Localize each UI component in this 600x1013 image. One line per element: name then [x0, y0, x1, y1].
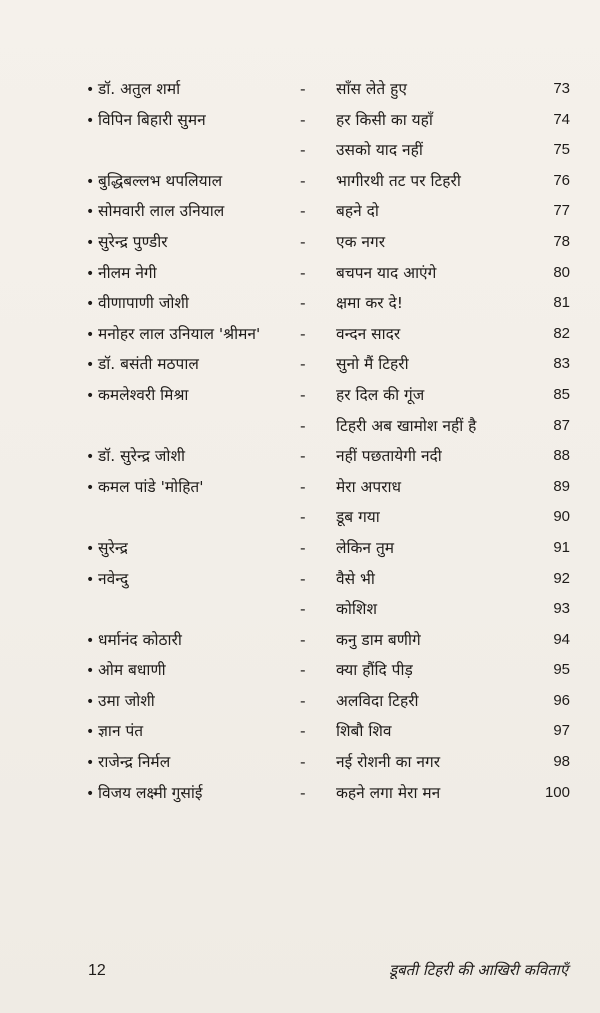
bullet-icon: • [86, 724, 95, 741]
toc-page-number: 76 [553, 171, 570, 189]
toc-page-number: 82 [553, 324, 570, 342]
toc-poem-title: एक नगर [336, 232, 386, 251]
toc-poem-title: डूब गया [336, 508, 380, 527]
toc-page-number: 98 [553, 753, 570, 771]
bullet-icon: • [86, 82, 95, 98]
toc-dash: - [300, 538, 306, 557]
toc-page-number: 75 [553, 141, 570, 159]
toc-author [86, 319, 296, 350]
toc-poem-title: अलविदा टिहरी [336, 691, 419, 710]
author-name: ज्ञान पंत [98, 722, 144, 741]
toc-dash: - [300, 691, 306, 710]
toc-author [86, 655, 296, 686]
toc-page-number: 100 [544, 783, 570, 801]
toc-row [0, 135, 600, 166]
toc-poem-title: वन्दन सादर [336, 324, 401, 343]
toc-author [86, 380, 296, 411]
table-of-contents [0, 74, 600, 808]
toc-author [86, 441, 296, 472]
bullet-icon: • [86, 755, 95, 772]
toc-dash: - [300, 141, 306, 160]
toc-author [86, 196, 296, 227]
toc-author [86, 74, 296, 105]
toc-page-number: 81 [553, 294, 570, 312]
toc-dash: - [300, 753, 306, 772]
toc-poem-title: टिहरी अब खामोश नहीं है [336, 416, 477, 435]
toc-poem-title: साँस लेते हुए [336, 80, 407, 98]
author-name: सोमवारी लाल उनियाल [98, 202, 225, 221]
author-name: कमल पांडे 'मोहित' [98, 477, 204, 496]
toc-page-number: 88 [553, 447, 570, 465]
toc-page-number: 83 [553, 355, 570, 373]
bullet-icon: • [86, 479, 95, 496]
bullet-icon: • [86, 663, 95, 680]
bullet-icon: • [86, 112, 95, 129]
toc-poem-title: हर किसी का यहाँ [336, 110, 433, 129]
toc-dash: - [300, 722, 306, 741]
toc-dash: - [300, 294, 306, 313]
toc-poem-title: नहीं पछतायेगी नदी [336, 447, 442, 466]
toc-page-number: 80 [553, 263, 570, 281]
toc-row [0, 716, 600, 747]
author-name: वीणापाणी जोशी [98, 294, 189, 313]
running-title: डूबती टिहरी की आखिरी कविताएँ [389, 961, 568, 979]
toc-poem-title: सुनो मैं टिहरी [336, 355, 409, 374]
toc-author [86, 105, 296, 136]
toc-row [0, 74, 600, 105]
toc-author [86, 166, 296, 197]
toc-row [0, 411, 600, 442]
toc-row [0, 227, 600, 258]
author-name: नीलम नेगी [98, 263, 157, 282]
author-name: डॉ. बसंती मठपाल [98, 355, 199, 374]
toc-page-number: 85 [553, 385, 570, 403]
toc-dash: - [300, 569, 306, 588]
toc-dash: - [300, 355, 306, 374]
toc-author [86, 533, 296, 564]
toc-page-number: 89 [553, 477, 570, 495]
toc-dash: - [300, 202, 306, 221]
toc-dash: - [300, 110, 306, 129]
bullet-icon: • [86, 326, 95, 343]
toc-poem-title: बचपन याद आएंगे [336, 263, 437, 282]
bullet-icon: • [86, 693, 95, 710]
toc-dash: - [300, 232, 306, 251]
toc-page-number: 73 [553, 80, 570, 97]
toc-dash: - [300, 783, 306, 802]
toc-row [0, 502, 600, 533]
toc-row [0, 319, 600, 350]
toc-author [86, 716, 296, 747]
bullet-icon: • [86, 204, 95, 221]
toc-row [0, 594, 600, 625]
bullet-icon: • [86, 296, 95, 313]
author-name: विजय लक्ष्मी गुसांई [98, 783, 203, 802]
toc-dash: - [300, 80, 306, 98]
toc-dash: - [300, 508, 306, 527]
toc-dash: - [300, 385, 306, 404]
toc-row [0, 258, 600, 289]
toc-page-number: 93 [553, 600, 570, 618]
toc-poem-title: लेकिन तुम [336, 538, 395, 557]
bullet-icon: • [86, 234, 95, 251]
toc-row [0, 166, 600, 197]
bullet-icon: • [86, 357, 95, 374]
toc-page-number: 97 [553, 722, 570, 740]
toc-poem-title: कहने लगा मेरा मन [336, 783, 441, 802]
toc-page-number: 96 [553, 691, 570, 709]
toc-row [0, 533, 600, 564]
toc-poem-title: क्षमा कर दे! [336, 294, 403, 313]
toc-row [0, 196, 600, 227]
toc-author [86, 564, 296, 595]
toc-poem-title: क्या हौंदि पीड़ [336, 661, 413, 680]
toc-author [86, 227, 296, 258]
toc-dash: - [300, 600, 306, 619]
bullet-icon: • [86, 632, 95, 649]
toc-page-number: 94 [553, 630, 570, 648]
author-name: मनोहर लाल उनियाल 'श्रीमन' [98, 324, 261, 343]
toc-page-number: 77 [553, 202, 570, 220]
author-name: कमलेश्वरी मिश्रा [98, 385, 189, 404]
author-name: ओम बधाणी [98, 661, 166, 680]
author-name: सुरेन्द्र [98, 538, 128, 557]
bullet-icon: • [86, 540, 95, 557]
author-name: धर्मानंद कोठारी [98, 630, 182, 649]
toc-dash: - [300, 630, 306, 649]
toc-row [0, 288, 600, 319]
toc-row [0, 778, 600, 809]
toc-dash: - [300, 263, 306, 282]
toc-page-number: 78 [553, 232, 570, 250]
toc-dash: - [300, 447, 306, 466]
toc-poem-title: भागीरथी तट पर टिहरी [336, 171, 461, 190]
toc-poem-title: बहने दो [336, 202, 379, 221]
bullet-icon: • [86, 449, 95, 466]
toc-poem-title: शिबौ शिव [336, 722, 392, 741]
toc-author [86, 686, 296, 717]
bullet-icon: • [86, 571, 95, 588]
toc-dash: - [300, 171, 306, 190]
bullet-icon: • [86, 173, 95, 190]
author-name: डॉ. अतुल शर्मा [98, 80, 181, 98]
toc-row [0, 441, 600, 472]
toc-row [0, 105, 600, 136]
toc-author [86, 472, 296, 503]
bullet-icon: • [86, 387, 95, 404]
toc-row [0, 686, 600, 717]
toc-row [0, 472, 600, 503]
author-name: विपिन बिहारी सुमन [98, 110, 206, 129]
toc-page-number: 74 [553, 110, 570, 128]
bullet-icon: • [86, 785, 95, 802]
toc-poem-title: वैसे भी [336, 569, 375, 588]
toc-row [0, 655, 600, 686]
toc-page-number: 87 [553, 416, 570, 434]
author-name: सुरेन्द्र पुण्डीर [98, 232, 168, 251]
toc-row [0, 380, 600, 411]
toc-dash: - [300, 324, 306, 343]
toc-author [86, 288, 296, 319]
toc-poem-title: उसको याद नहीं [336, 141, 423, 160]
toc-author [86, 349, 296, 380]
toc-row [0, 625, 600, 656]
author-name: उमा जोशी [98, 691, 155, 710]
toc-author [86, 625, 296, 656]
bullet-icon: • [86, 265, 95, 282]
toc-poem-title: मेरा अपराध [336, 477, 402, 496]
author-name: राजेन्द्र निर्मल [98, 753, 171, 772]
toc-page-number: 92 [553, 569, 570, 587]
toc-author [86, 747, 296, 778]
toc-poem-title: कोशिश [336, 600, 378, 619]
author-name: बुद्धिबल्लभ थपलियाल [98, 171, 223, 190]
author-name: डॉ. सुरेन्द्र जोशी [98, 447, 185, 466]
toc-page-number: 95 [553, 661, 570, 679]
toc-author [86, 778, 296, 809]
toc-page-number: 90 [553, 508, 570, 526]
toc-row [0, 349, 600, 380]
toc-dash: - [300, 477, 306, 496]
page-number: 12 [88, 962, 106, 979]
author-name: नवेन्दु [98, 569, 129, 588]
toc-poem-title: कनु डाम बणीगे [336, 630, 421, 649]
toc-dash: - [300, 661, 306, 680]
toc-poem-title: हर दिल की गूंज [336, 385, 425, 404]
toc-row [0, 747, 600, 778]
toc-dash: - [300, 416, 306, 435]
toc-author [86, 258, 296, 289]
toc-row [0, 564, 600, 595]
toc-poem-title: नई रोशनी का नगर [336, 753, 441, 772]
toc-page-number: 91 [553, 538, 570, 556]
